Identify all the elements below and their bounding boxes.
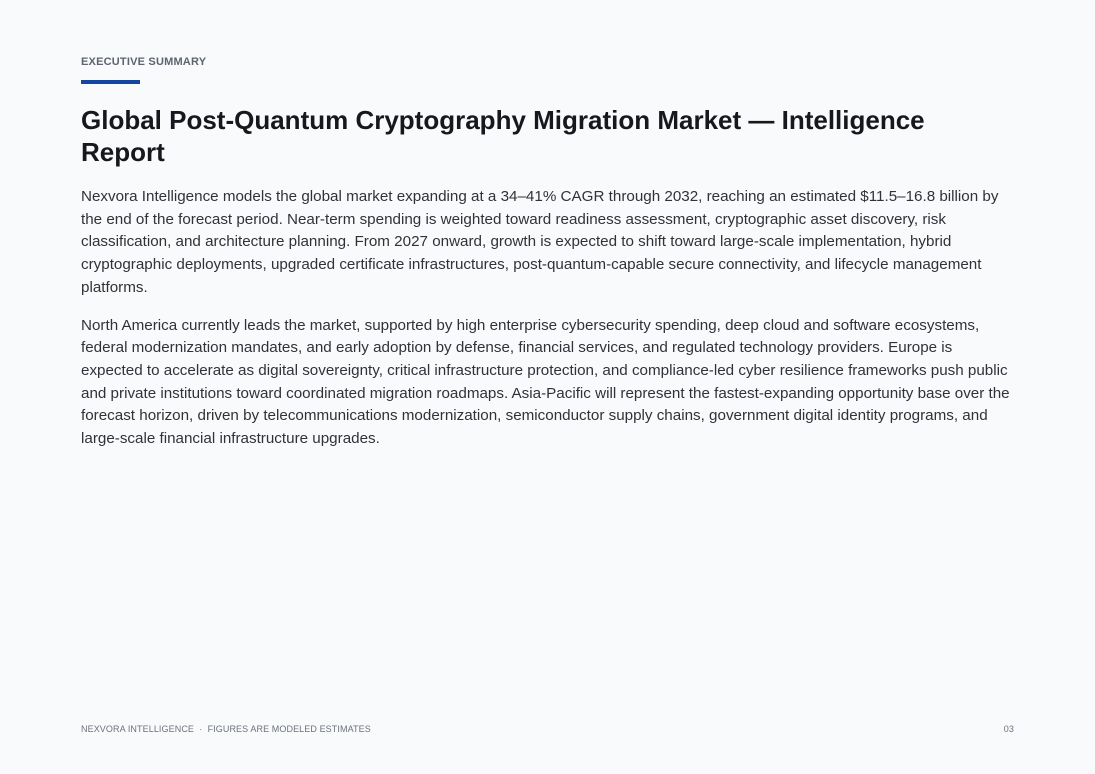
report-page [81, 0, 1014, 774]
footer-brand: NEXVORA INTELLIGENCE [81, 724, 195, 734]
summary-paragraph-1: Nexvora Intelligence models the global market expanding at a 34–41% CAGR through 2032, reaching an estimated $11.5–16.8 billion by the end of the forecast period. Near-term spending is weighted toward readiness assessment, cryptographic asset discovery, risk classification, and architecture planning. From 2027 onward, growth is expected to shift toward large-scale implementation, hybrid cryptographic deployments, upgraded certificate infrastructures, post-quantum-capable secure connectivity, and lifecycle management platforms. [81, 188, 999, 296]
footer-note: FIGURES ARE MODELED ESTIMATES [207, 724, 371, 734]
footer-separator: · [199, 724, 203, 734]
footer-text [81, 724, 371, 734]
summary-paragraph-2: North America currently leads the market, supported by high enterprise cybersecurity spending, deep cloud and software ecosystems, federal modernization mandates, and early adoption by defense, financial services, and regulated technology providers. Europe is expected to accelerate as digital sovereignty, critical infrastructure protection, and compliance-led cyber resilience frameworks push public and private institutions toward coordinated migration roadmaps. Asia-Pacific will represent the fastest-expanding opportunity base over the forecast horizon, driven by telecommunications modernization, semiconductor supply chains, government digital identity programs, and large-scale financial infrastructure upgrades. [81, 316, 1010, 448]
section-eyebrow: EXECUTIVE SUMMARY [81, 56, 207, 68]
accent-bar [81, 80, 140, 84]
page-number: 03 [1003, 724, 1014, 734]
summary-body [81, 186, 1014, 466]
page-title: Global Post-Quantum Cryptography Migration Market — Intelligence Report [81, 105, 925, 167]
